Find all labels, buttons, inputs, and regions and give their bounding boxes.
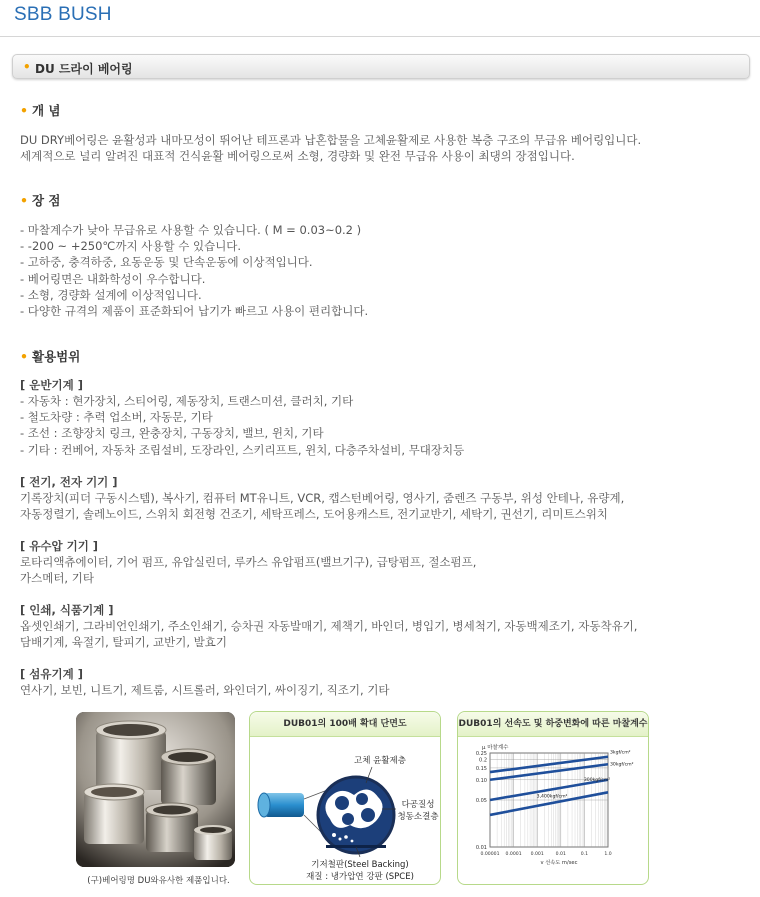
group-transport-list	[20, 393, 750, 458]
label-porous: 다공질성	[401, 800, 435, 810]
bullet-dot-icon: •	[20, 193, 28, 208]
group-electric-list	[20, 490, 750, 522]
advantages-heading-label: 장 점	[32, 193, 61, 208]
concept-line: DU DRY베어링은 윤활성과 내마모성이 뛰어난 테프론과 납혼합물을 고체윤활제로 사용한 복층 구조의 무급유 베어링입니다.	[20, 133, 642, 147]
label-steel-backing: 기저철판(Steel Backing)	[311, 860, 409, 870]
advantages-list	[20, 222, 750, 319]
chart-y-tick-label: 0.2	[479, 757, 487, 764]
cross-section-panel	[249, 711, 441, 885]
list-item: 자동정렬기, 솔레노이드, 스위치 회전형 건조기, 세탁프레스, 도어용캐스트, 전기교반기, 세탁기, 권선기, 리미트스위치	[20, 507, 608, 522]
chart-x-tick-label: 0.001	[530, 852, 544, 857]
advantage-item: - 소형, 경량화 설계에 이상적입니다.	[20, 287, 202, 302]
list-item: 기록장치(피더 구동시스템), 복사기, 컴퓨터 MT유니트, VCR, 캡스턴베어링, 영사기, 줌렌즈 구동부, 위성 안테나, 유량계,	[20, 491, 625, 505]
list-item: 연사기, 보빈, 니트기, 제트룸, 시트롤러, 와인더기, 싸이징기, 직조기, 기타	[20, 683, 390, 697]
page-title: SBB BUSH	[14, 4, 112, 25]
label-material: 재질 : 냉가압연 강판 (SPCE)	[306, 872, 414, 882]
bushing-photo-image	[76, 712, 235, 867]
chart-y-axis-label: μ 마찰계수	[482, 745, 509, 751]
group-textile-list	[20, 682, 750, 698]
list-item: - 조선 : 조향장치 링크, 완충장치, 구동장치, 밸브, 윈치, 기타	[20, 426, 324, 441]
chart-y-tick-label: 0.01	[475, 845, 487, 851]
chart-series-label: 300kgf/cm²	[583, 778, 611, 784]
group-title-printing: [ 인쇄, 식품기계 ]	[20, 603, 114, 617]
bushing-photo	[76, 712, 235, 867]
list-item: 로타리액츄에이터, 기어 펌프, 유압실린더, 루카스 유압펌프(밸브기구), 급탕펌프, 절소펌프,	[20, 555, 477, 569]
applications-heading	[20, 347, 80, 365]
cross-section-diagram	[250, 737, 441, 885]
concept-line: 세계적으로 널리 알려진 대표적 건식윤활 베어링으로써 소형, 경량화 및 완전 무급유 사용이 최댕의 장점입니다.	[20, 149, 575, 164]
advantage-item: - 다양한 규격의 제품이 표준화되어 납기가 빠르고 사용이 편리합니다.	[20, 304, 369, 319]
friction-chart	[458, 737, 649, 885]
chart-x-axis-label: v 선속도 m/sec	[540, 860, 578, 866]
concept-heading-label: 개 념	[32, 103, 61, 118]
list-item: - 철도차량 : 추력 업소버, 자동문, 기타	[20, 410, 213, 425]
group-title-electric: [ 전기, 전자 기기 ]	[20, 475, 118, 489]
list-item: 담배기계, 육절기, 탈피기, 교반기, 발효기	[20, 635, 227, 650]
section-title: DU 드라이 베어링	[35, 62, 133, 76]
bullet-dot-icon: •	[23, 60, 31, 74]
label-bronze-layer: 청동소결층	[397, 812, 439, 822]
concept-heading	[20, 101, 61, 119]
chart-x-tick-label: 0.0001	[505, 852, 522, 857]
chart-y-tick-label: 0.15	[475, 765, 487, 772]
bullet-dot-icon: •	[20, 349, 28, 364]
group-hydraulic-list	[20, 554, 750, 586]
chart-series-label: 3,400kgf/cm²	[536, 794, 568, 800]
list-item: 가스메터, 기타	[20, 571, 94, 586]
chart-x-tick-label: 0.1	[580, 852, 589, 857]
list-item: 옵셋인쇄기, 그라비언인쇄기, 주소인쇄기, 승차권 자동발매기, 제책기, 바인더, 병입기, 병세척기, 자동백제조기, 자동착유기,	[20, 619, 638, 633]
chart-x-tick-label: 1.0	[604, 852, 612, 857]
title-divider	[0, 36, 760, 37]
label-solid-lubricant: 고체 윤활제층	[354, 756, 406, 766]
chart-series-label: 3kgf/cm²	[610, 750, 631, 756]
cross-section-title: DUB01의 100배 확대 단면도	[250, 712, 440, 737]
advantage-item: - 마찰계수가 낮아 무급유로 사용할 수 있습니다. ( Μ = 0.03~0.2 )	[20, 223, 362, 237]
advantages-heading	[20, 191, 61, 209]
concept-paragraph	[20, 132, 750, 164]
advantage-item: - -200 ~ +250℃까지 사용할 수 있습니다.	[20, 239, 242, 254]
group-printing-list	[20, 618, 750, 650]
chart-y-tick-label: 0.05	[475, 798, 487, 804]
section-header-bar	[12, 54, 750, 79]
advantage-item: - 베어링면은 내화학성이 우수합니다.	[20, 271, 206, 286]
chart-y-tick-label: 0.25	[475, 751, 487, 757]
friction-chart-panel	[457, 711, 649, 885]
photo-caption: (구)베어링명 DU와유사한 제품입니다.	[87, 876, 230, 886]
advantage-item: - 고하중, 충격하중, 요동운동 및 단속운동에 이상적입니다.	[20, 255, 313, 270]
applications-heading-label: 활용범위	[32, 349, 81, 364]
group-title-hydraulic: [ 유수압 기기 ]	[20, 539, 99, 553]
list-item: - 기타 : 컨베어, 자동차 조립설비, 도장라인, 스키리프트, 윈치, 다층주차설비, 무대장치등	[20, 442, 465, 457]
chart-series-label: 30kgf/cm²	[610, 762, 634, 768]
list-item: - 자동차 : 현가장치, 스티어링, 제동장치, 트랜스미션, 클러치, 기타	[20, 394, 354, 408]
group-title-transport: [ 운반기계 ]	[20, 378, 83, 392]
chart-x-tick-label: 0.01	[555, 852, 566, 857]
chart-y-tick-label: 0.10	[475, 777, 487, 784]
group-title-textile: [ 섬유기계 ]	[20, 667, 83, 681]
friction-chart-title: DUB01의 선속도 및 하중변화에 따른 마찰계수	[458, 712, 648, 737]
chart-x-tick-label: 0.00001	[480, 852, 500, 857]
bullet-dot-icon: •	[20, 103, 28, 118]
